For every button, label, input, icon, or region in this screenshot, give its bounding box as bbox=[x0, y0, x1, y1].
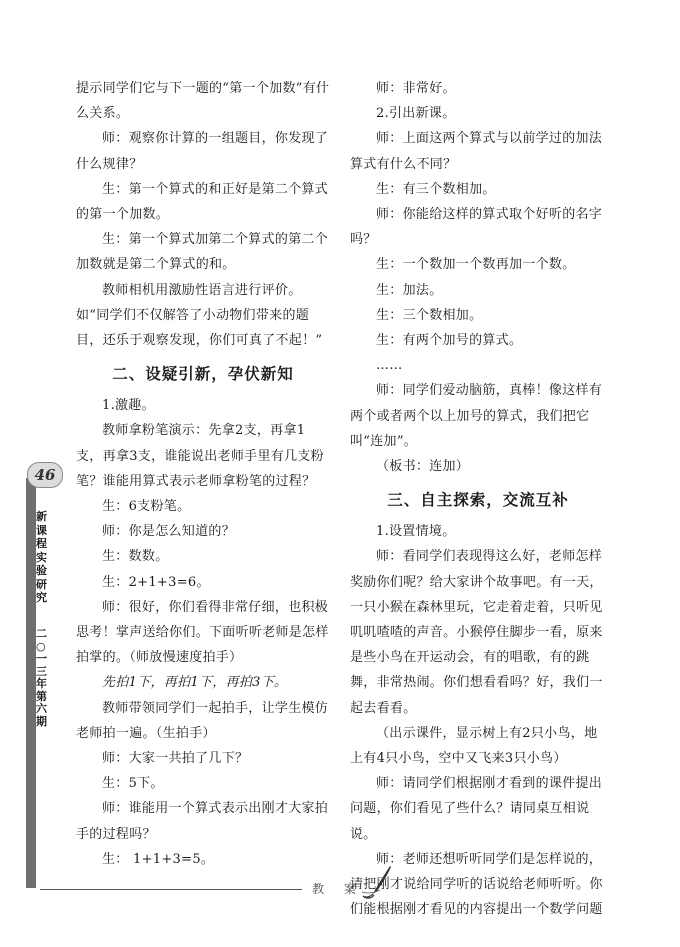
left-paragraph: 师：大家一共拍了几下？ bbox=[102, 751, 249, 767]
left-paragraph: 教师拿粉笔演示：先拿2支，再拿1支，再拿3支，谁能说出老师手里有几支粉笔？谁能用算式表示老师拿粉笔的过程？ bbox=[76, 423, 324, 489]
right-paragraph: 生：加法。 bbox=[376, 282, 443, 298]
left-section-heading: 二、设疑引新，孕伏新知 bbox=[112, 365, 294, 384]
left-paragraph: 生：数数。 bbox=[102, 549, 169, 565]
left-paragraph: 生：2+1+3=6。 bbox=[102, 574, 210, 590]
right-paragraph: 师：请同学们根据刚才看到的课件提出问题，你们看见了些什么？请同桌互相说说。 bbox=[350, 776, 603, 842]
right-paragraph: 生：三个数相加。 bbox=[376, 307, 483, 323]
left-paragraph: 教师带领同学们一起拍手，让学生模仿老师拍一遍。（生拍手） bbox=[76, 700, 329, 741]
right-paragraph: 生：有三个数相加。 bbox=[376, 181, 496, 197]
issue-label: 二○一三年 第六期 bbox=[36, 627, 51, 728]
journal-name: 新课程实验研究 bbox=[36, 510, 47, 604]
left-column bbox=[76, 76, 330, 872]
right-paragraph: …… bbox=[376, 358, 403, 374]
left-paragraph: 生： 1+1+3=5。 bbox=[102, 851, 215, 867]
right-paragraph: （板书：连加） bbox=[376, 459, 470, 475]
left-paragraph: 师：谁能用一个算式表示出刚才大家拍手的过程吗？ bbox=[76, 801, 329, 842]
page-number: 46 bbox=[27, 462, 63, 488]
right-paragraph: 师：非常好。 bbox=[376, 81, 456, 96]
right-column bbox=[350, 76, 606, 923]
left-paragraph: 师：很好，你们看得非常仔细，也积极思考！掌声送给你们。下面听听老师是怎样拍掌的。（师放慢速度拍手） bbox=[76, 599, 329, 666]
right-paragraph: 2.引出新课。 bbox=[376, 106, 456, 122]
right-paragraph: 师：看同学们表现得这么好，老师怎样奖励你们呢？给大家讲个故事吧。有一天，一只小猴在森林里玩，它走着走着，只听见叽叽喳喳的声音。小猴停住脚步一看，原来是些小鸟在开运动会，有的唱歌，有的跳舞，非常热闹。你们想看看吗？好，我们一起去看看。 bbox=[350, 549, 603, 716]
left-paragraph: 提示同学们它与下一题的“第一个加数”有什么关系。 bbox=[76, 81, 330, 122]
right-paragraph: 1.设置情境。 bbox=[376, 524, 456, 540]
right-paragraph: （出示课件，显示树上有2只小鸟，地上有4只小鸟，空中又飞来3只小鸟） bbox=[350, 725, 598, 767]
right-paragraph: 师：上面这两个算式与以前学过的加法算式有什么不同？ bbox=[350, 131, 603, 172]
left-paragraph: 1.激趣。 bbox=[102, 398, 155, 414]
right-section-heading: 三、自主探索，交流互补 bbox=[387, 491, 569, 510]
right-paragraph: 师：你能给这样的算式取个好听的名字吗？ bbox=[350, 207, 603, 248]
right-paragraph: 师：同学们爱动脑筋，真棒！像这样有两个或者两个以上加号的算式，我们把它叫“连加”。 bbox=[350, 383, 603, 449]
footer-rule bbox=[40, 889, 302, 890]
left-paragraph: 师：观察你计算的一组题目，你发现了什么规律？ bbox=[76, 131, 329, 172]
right-paragraph: 生：有两个加号的算式。 bbox=[376, 333, 523, 349]
side-margin-bar bbox=[26, 478, 36, 888]
right-paragraph: 师：老师还想听听同学们是怎样说的，请把刚才说给同学听的话说给老师听听。你们能根据刚才看见的内容提出一个数学问题 bbox=[350, 851, 603, 918]
left-paragraph: 师：你是怎么知道的？ bbox=[102, 524, 236, 540]
left-paragraph: 生：5下。 bbox=[102, 776, 164, 792]
left-paragraph: 教师相机用激励性语言进行评价。如“同学们不仅解答了小动物们带来的题目，还乐于观察发现，你们可真了不起！” bbox=[76, 282, 323, 349]
left-paragraph: 生：第一个算式加第二个算式的第二个加数就是第二个算式的和。 bbox=[76, 232, 329, 273]
right-paragraph: 生：一个数加一个数再加一个数。 bbox=[376, 257, 576, 273]
pen-icon bbox=[360, 862, 400, 902]
left-paragraph: 生：6支粉笔。 bbox=[102, 499, 191, 515]
footer-section-label: 教 案 bbox=[312, 882, 364, 896]
left-paragraph: 先拍1下，再拍1下，再拍3下。 bbox=[102, 675, 288, 691]
left-paragraph: 生：第一个算式的和正好是第二个算式的第一个加数。 bbox=[76, 181, 329, 223]
